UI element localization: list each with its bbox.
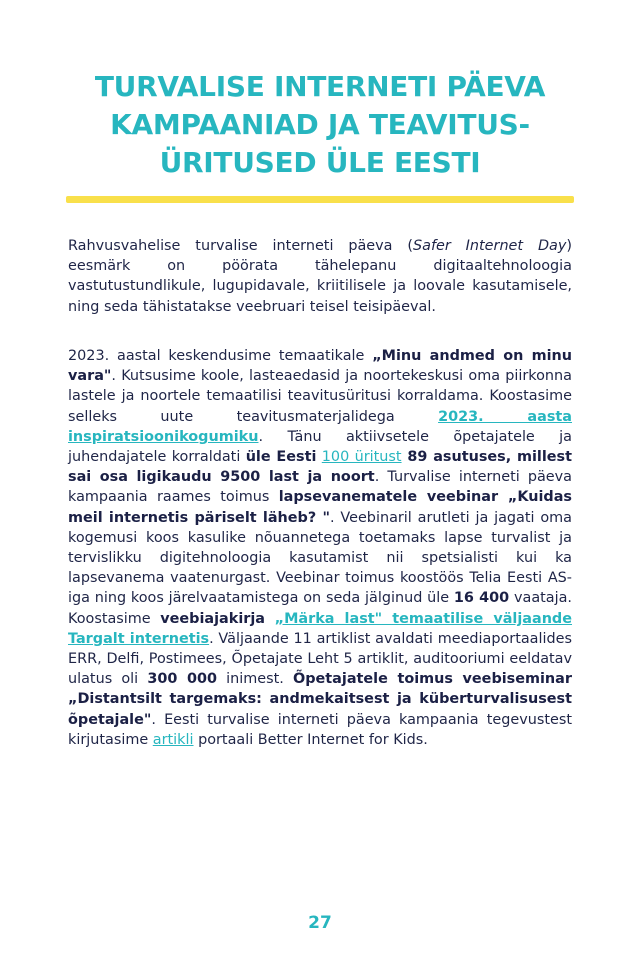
text-span: . Veebinaril arutleti ja jagati oma kogemusi koos kasulike nõuannetega toetamaks lapse turvalist ja tervislikku digitehnoloogia kasutamist nii spetsialisti kui ka lapsevanema vaatenurgast. Veebinar toimus koostöös Telia Eesti AS-iga ning koos järelvaatamistega on seda jälginud üle — [68, 509, 572, 607]
bold-span: veebiajakirja — [160, 610, 266, 627]
audience-count: 300 000 — [147, 671, 217, 688]
seminar-bold: Õpetajatele toimus veebiseminar „Distantsilt targemaks: andmekaitsest ja küberturvalisusest õpetajale" — [68, 671, 572, 728]
text-span: vaataja. Koostasime — [68, 590, 572, 627]
intro-text: ) eesmärk on pöörata tähelepanu digitaaltehnoloogia vastutustundlikule, lugupidavale, kriitilisele ja loovale kasutamisele, ning seda tähistatakse veebruari teisel teisipäeval. — [68, 238, 572, 315]
article-link[interactable]: artikli — [152, 731, 194, 748]
page-title — [66, 68, 574, 182]
viewers-count: 16 400 — [453, 590, 510, 607]
events-link[interactable]: 100 üritust — [321, 449, 402, 466]
intro-text: Rahvusvahelise turvalise interneti päeva ( — [68, 238, 413, 254]
webinar-bold: lapsevanematele veebinar „Kuidas meil internetis päriselt läheb? " — [68, 489, 572, 526]
text-span: . Turvalise interneti päeva kampaania raames toimus — [68, 469, 572, 506]
magazine-link[interactable]: „Märka last" temaatilise väljaande Targalt internetis — [68, 610, 572, 647]
inspiration-collection-link[interactable]: 2023. aasta inspiratsioonikogumiku — [68, 408, 572, 445]
theme-bold: „Minu andmed on minu vara" — [68, 348, 572, 385]
title-line-3: ÜRITUSED ÜLE EESTI — [159, 146, 481, 179]
text-span: . Väljaande 11 artiklist avaldati meediaportaalides ERR, Delfi, Postimees, Õpetajate Leht 5 artiklit, auditooriumi eeldatav ulatus oli — [68, 630, 572, 688]
bold-span: üle Eesti — [245, 449, 317, 466]
page-number: 27 — [308, 913, 332, 933]
text-span: 2023. aastal keskendusime temaatikale — [68, 348, 373, 364]
title-line-2: KAMPAANIAD JA TEAVITUS- — [110, 108, 530, 141]
yellow-divider — [66, 196, 574, 203]
text-span: inimest. — [216, 671, 293, 688]
text-span: . Eesti turvalise interneti päeva kampaania tegevustest kirjutasime — [68, 711, 572, 748]
bold-span: 89 asutuses, millest sai osa ligikaudu 9500 last ja noort — [68, 449, 572, 486]
title-line-1: TURVALISE INTERNETI PÄEVA — [94, 70, 546, 103]
text-span: . Tänu aktiivsetele õpetajatele ja juhendajatele korraldati — [68, 428, 572, 466]
intro-paragraph — [68, 236, 572, 317]
text-span: portaali Better Internet for Kids. — [193, 731, 428, 748]
safer-internet-day: Safer Internet Day — [412, 238, 567, 254]
campaign-paragraph — [68, 346, 572, 750]
text-span: . Kutsusime koole, lasteaedasid ja noortekeskusi oma piirkonna lastele ja noortele temaatilisi teavitusüritusi korraldama. Koostasime selleks uute teavitusmaterjalidega — [68, 368, 572, 425]
